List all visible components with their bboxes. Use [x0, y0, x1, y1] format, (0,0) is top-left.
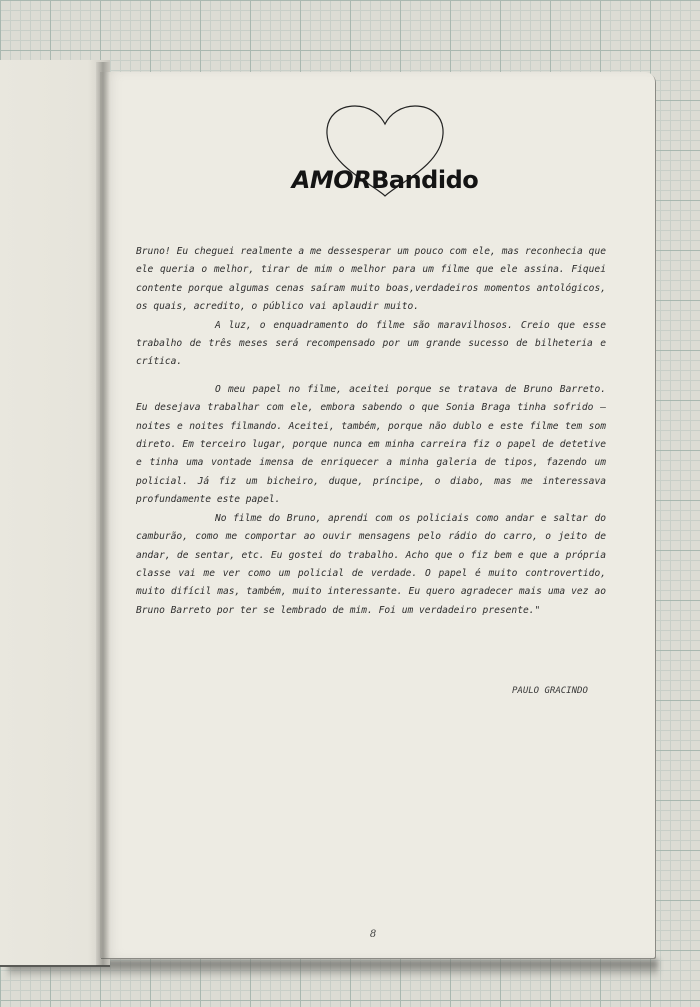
author-signature: PAULO GRACINDO	[512, 686, 588, 696]
film-logo	[290, 100, 480, 210]
page-number: 8	[369, 929, 377, 940]
paragraph: Bruno! Eu cheguei realmente a me dessesperar um pouco com ele, mas reconhecia que ele queria o melhor, tirar de mim o melhor para um filme que ele assina. Fiquei contente porque algumas cenas saíram muito boas,verdadeiros momentos antológicos, os quais, acredito, o público vai aplaudir muito.	[136, 246, 606, 313]
title-amor: AMOR	[291, 166, 372, 194]
film-title	[290, 166, 480, 194]
paragraph: No filme do Bruno, aprendi com os policiais como andar e saltar do camburão, como me comportar ao ouvir mensagens pelo rádio do carro, o jeito de andar, de sentar, etc. Eu gostei do trabalho. Acho que o fiz bem e que a própria classe vai me ver como um policial de verdade. O papel é muito controvertido, muito difícil mas, também, muito interessante. Eu quero agradecer mais uma vez ao Bruno Barreto por ter se lembrado de mim. Foi um verdadeiro presente."	[136, 512, 606, 616]
book-spine	[96, 62, 110, 966]
title-bandido: Bandido	[371, 166, 479, 194]
paragraph: O meu papel no filme, aceitei porque se tratava de Bruno Barreto. Eu desejava trabalhar com ele, embora sabendo o que Sonia Braga tinha sofrido — noites e noites filmando. Aceitei, também, porque não dublo e este filme tem som direto. Em terceiro lugar, porque nunca em minha carreira fiz o papel de detetive e tinha uma vontade imensa de enriquecer a minha galeria de tipos, fazendo um policial. Já fiz um bicheiro, duque, príncipe, o diabo, mas me interessava profundamente este papel.	[136, 383, 606, 506]
left-page	[0, 60, 110, 967]
interview-text	[136, 243, 606, 620]
paragraph: A luz, o enquadramento do filme são maravilhosos. Creio que esse trabalho de três meses será recompensado por um grande sucesso de bilheteria e crítica.	[136, 319, 606, 368]
